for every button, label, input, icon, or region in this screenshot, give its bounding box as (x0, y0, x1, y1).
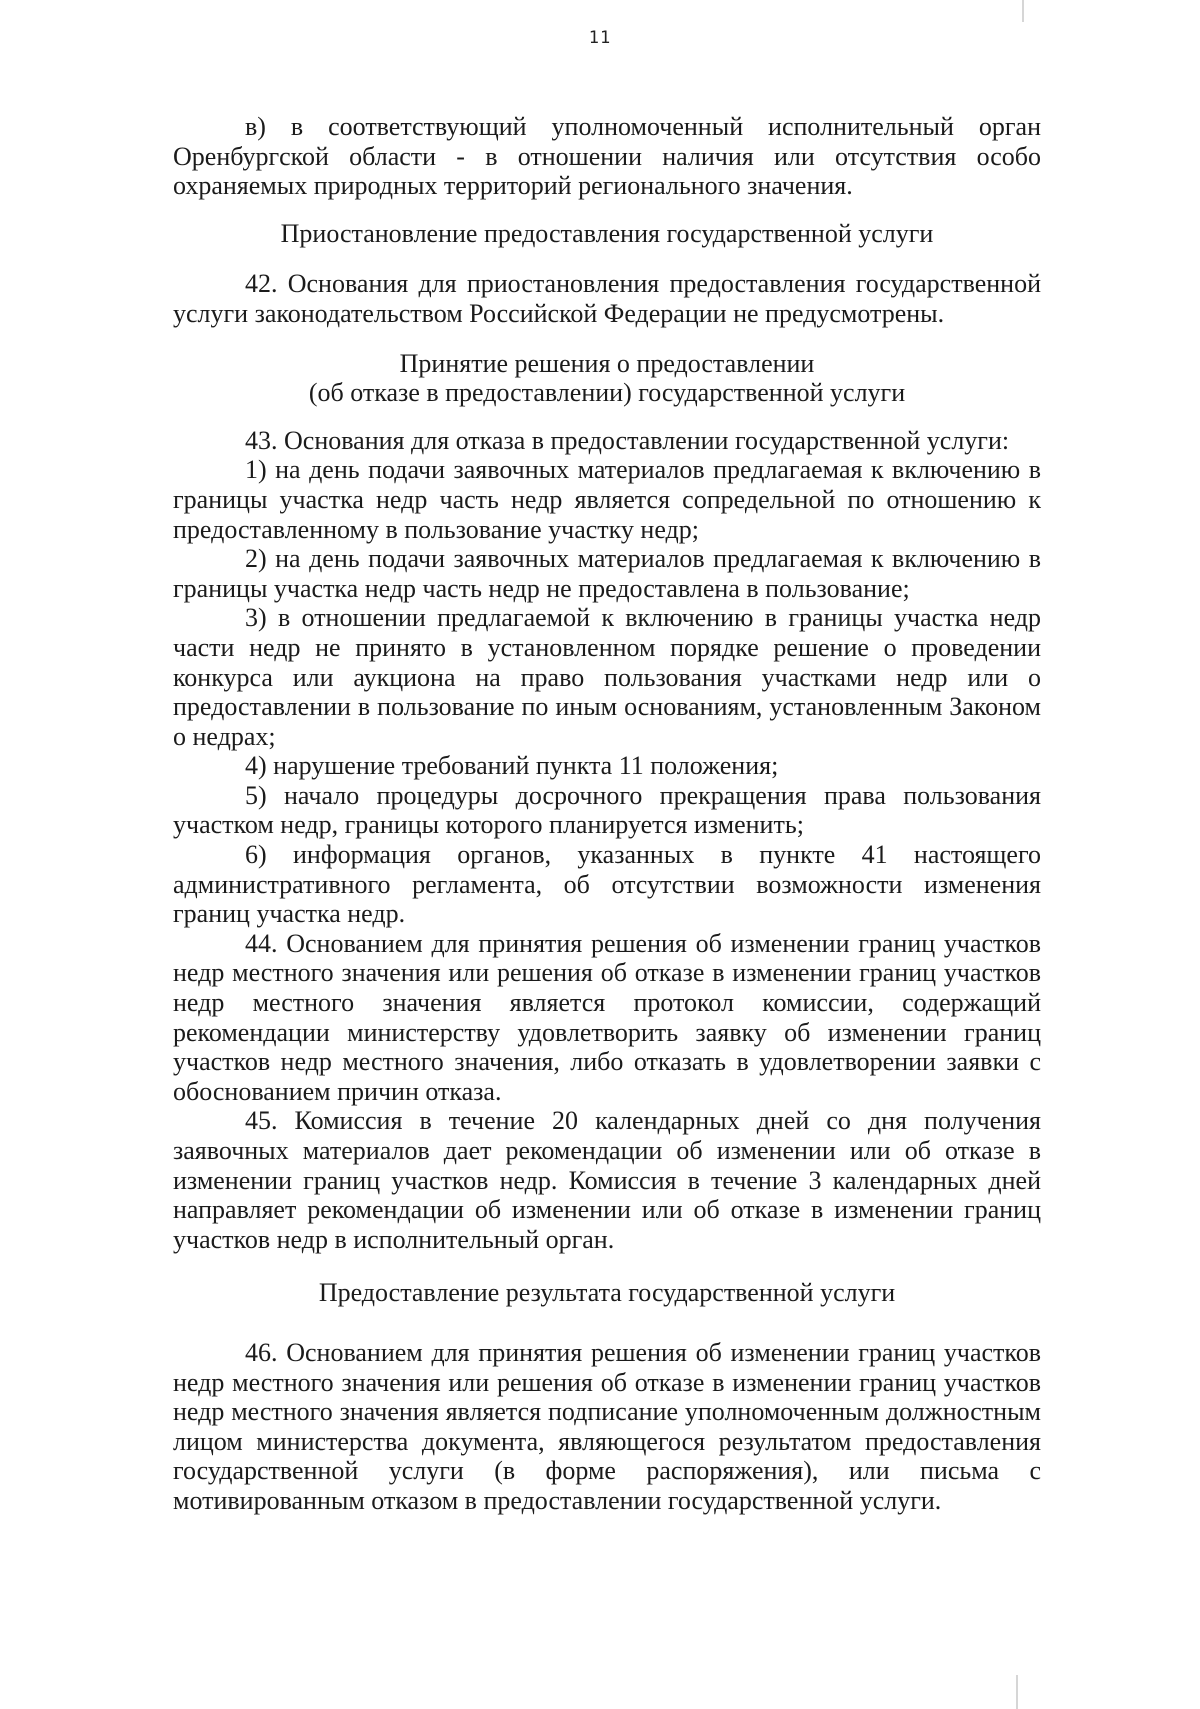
heading-line-2: (об отказе в предоставлении) государственной услуги (308, 378, 906, 408)
heading-text: Приостановление предоставления государственной услуги (280, 218, 934, 248)
page-number: 11 (588, 28, 612, 48)
heading-text: Предоставление результата государственной услуги (318, 1278, 896, 1308)
section-heading-suspension (173, 219, 1041, 249)
scan-edge-mark-bottom (1016, 1675, 1018, 1709)
paragraph-43-item-1: 1) на день подачи заявочных материалов предлагаемая к включению в границы участка недр часть недр является сопредельной по отношению к предоставленному в пользование участку недр; (173, 455, 1041, 544)
scan-edge-mark-top (1022, 0, 1024, 22)
section-heading-decision (173, 349, 1041, 408)
paragraph-43: 43. Основания для отказа в предоставлении государственной услуги: (245, 425, 1010, 455)
paragraph-44: 44. Основанием для принятия решения об изменении границ участков недр местного значения или решения об отказе в изменении границ участков недр местного значения является протокол комиссии, содержащий рекомендации министерству удовлетворить заявку об изменении границ участков недр местного значения, либо отказать в удовлетворении заявки с обоснованием причин отказа. (173, 928, 1041, 1106)
paragraph-45: 45. Комиссия в течение 20 календарных дней со дня получения заявочных материалов дает рекомендации об изменении или об отказе в изменении границ участков недр. Комиссия в течение 3 календарных дней направляет рекомендации об изменении или об отказе в изменении границ участков недр в исполнительный орган. (173, 1106, 1041, 1254)
section-heading-result (173, 1278, 1041, 1308)
paragraph-42: 42. Основания для приостановления предоставления государственной услуги законодательством Российской Федерации не предусмотрены. (173, 269, 1041, 328)
paragraph-46: 46. Основанием для принятия решения об изменении границ участков недр местного значения или решения об отказе в изменении границ участков недр местного значения является подписание уполномоченным должностным лицом министерства документа, являющегося результатом предоставления государственной услуги (в форме распоряжения), или письма с мотивированным отказом в предоставлении государственной услуги. (173, 1337, 1041, 1515)
paragraph-43-item-6: 6) информация органов, указанных в пункте 41 настоящего административного регламента, об отсутствии возможности изменения границ участка недр. (173, 840, 1041, 929)
document-body (173, 112, 1041, 1516)
paragraph-43-item-5: 5) начало процедуры досрочного прекращения права пользования участком недр, границы которого планируется изменить; (173, 780, 1041, 840)
heading-line-1: Принятие решения о предоставлении (399, 348, 815, 378)
paragraph-v: в) в соответствующий уполномоченный исполнительный орган Оренбургской области - в отношении наличия или отсутствия особо охраняемых природных территорий регионального значения. (173, 112, 1041, 201)
paragraph-43-item-3: 3) в отношении предлагаемой к включению в границы участка недр части недр не принято в установленном порядке решение о проведении конкурса или аукциона на право пользования участками недр или о предоставлении в пользование по иным основаниям, установленным Законом о недрах; (173, 603, 1041, 751)
paragraph-43-item-2: 2) на день подачи заявочных материалов предлагаемая к включению в границы участка недр часть недр не предоставлена в пользование; (173, 544, 1041, 603)
paragraph-43-item-4: 4) нарушение требований пункта 11 положения; (245, 751, 779, 781)
